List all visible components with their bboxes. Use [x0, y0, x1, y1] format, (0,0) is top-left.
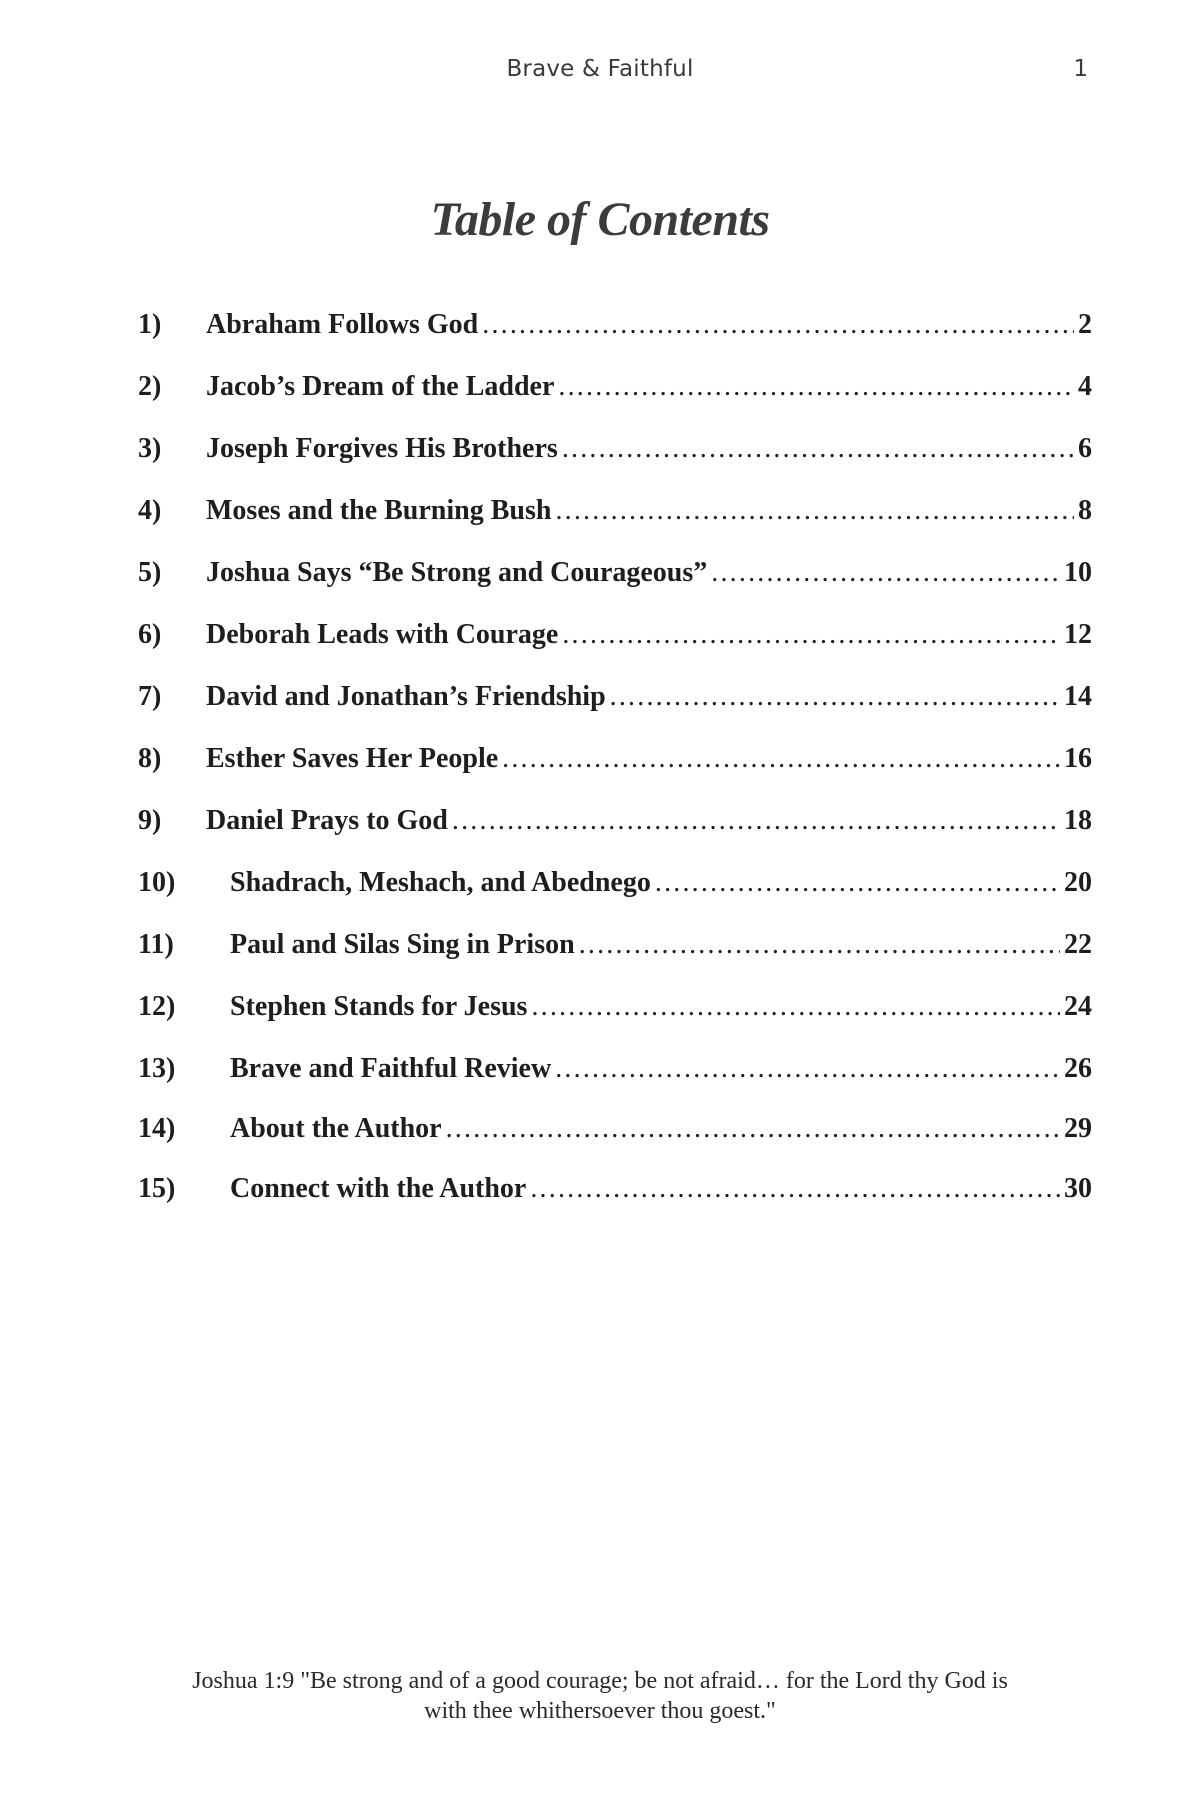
toc-entry-number: 9) [138, 805, 162, 836]
toc-entry-title: Deborah Leads with Courage [206, 619, 559, 650]
toc-entry-page: 16 [1064, 743, 1092, 774]
toc-entry-title: Stephen Stands for Jesus [230, 991, 528, 1022]
toc-entry-page: 18 [1064, 805, 1092, 836]
toc-entry-page: 2 [1078, 309, 1092, 340]
toc-entry[interactable] [138, 990, 1092, 1052]
footer-verse-line-2: with thee whithersoever thou goest." [424, 1698, 776, 1724]
toc-entry-page: 24 [1064, 991, 1092, 1022]
toc-entry[interactable] [138, 804, 1092, 866]
toc-entry-number: 14) [138, 1113, 176, 1144]
toc-entry-title: Moses and the Burning Bush [206, 495, 552, 526]
toc-entry[interactable] [138, 308, 1092, 370]
toc-entry-title: Paul and Silas Sing in Prison [230, 929, 575, 960]
dot-leader [562, 618, 1060, 652]
toc-entry[interactable] [138, 742, 1092, 804]
dot-leader [562, 432, 1074, 466]
toc-entry-page: 4 [1078, 371, 1092, 402]
toc-entry[interactable] [138, 370, 1092, 432]
running-header [0, 56, 1200, 86]
toc-entry-page: 22 [1064, 929, 1092, 960]
toc-entry-number: 12) [138, 991, 176, 1022]
toc-entry-title: Shadrach, Meshach, and Abednego [230, 867, 651, 898]
toc-entry-number: 2) [138, 371, 162, 402]
toc-entry[interactable] [138, 1172, 1092, 1232]
toc-entry-number: 10) [138, 867, 176, 898]
toc-entry-title: David and Jonathan’s Friendship [206, 681, 606, 712]
page-title: Table of Contents [430, 193, 770, 247]
toc-entry-number: 4) [138, 495, 162, 526]
toc-entry-title: Connect with the Author [230, 1173, 527, 1204]
dot-leader [555, 1052, 1060, 1086]
toc-entry-page: 10 [1064, 557, 1092, 588]
footer-verse [120, 1666, 1080, 1726]
toc-entry[interactable] [138, 1112, 1092, 1172]
toc-entry-number: 7) [138, 681, 162, 712]
toc-entry-number: 15) [138, 1173, 176, 1204]
table-of-contents [138, 308, 1092, 1232]
toc-entry-number: 3) [138, 433, 162, 464]
toc-entry-page: 26 [1064, 1053, 1092, 1084]
toc-entry-title: Esther Saves Her People [206, 743, 499, 774]
toc-entry-title: Joshua Says “Be Strong and Courageous” [206, 557, 708, 588]
toc-entry-title: Daniel Prays to God [206, 805, 448, 836]
toc-entry-title: Abraham Follows God [206, 309, 479, 340]
toc-entry-page: 30 [1064, 1173, 1092, 1204]
dot-leader [531, 990, 1060, 1024]
page-number: 1 [1073, 56, 1088, 82]
toc-entry-number: 5) [138, 557, 162, 588]
toc-entry[interactable] [138, 928, 1092, 990]
toc-entry[interactable] [138, 432, 1092, 494]
dot-leader [452, 804, 1060, 838]
toc-entry[interactable] [138, 866, 1092, 928]
toc-entry-number: 11) [138, 929, 174, 960]
toc-entry-number: 1) [138, 309, 162, 340]
dot-leader [446, 1112, 1060, 1146]
toc-entry[interactable] [138, 1052, 1092, 1112]
footer-verse-line-1: Joshua 1:9 "Be strong and of a good courage; be not afraid… for the Lord thy God is [192, 1668, 1008, 1694]
toc-entry-page: 14 [1064, 681, 1092, 712]
toc-entry-page: 8 [1078, 495, 1092, 526]
book-title: Brave & Faithful [506, 56, 694, 82]
toc-entry[interactable] [138, 494, 1092, 556]
toc-entry-page: 29 [1064, 1113, 1092, 1144]
toc-entry-title: About the Author [230, 1113, 442, 1144]
toc-entry-number: 13) [138, 1053, 176, 1084]
dot-leader [610, 680, 1060, 714]
toc-entry-page: 20 [1064, 867, 1092, 898]
toc-entry-title: Brave and Faithful Review [230, 1053, 552, 1084]
dot-leader [530, 1172, 1060, 1206]
toc-entry-number: 6) [138, 619, 162, 650]
toc-entry-title: Jacob’s Dream of the Ladder [206, 371, 555, 402]
dot-leader [711, 556, 1060, 590]
toc-entry-number: 8) [138, 743, 162, 774]
dot-leader [482, 308, 1074, 342]
dot-leader [502, 742, 1060, 776]
toc-entry-title: Joseph Forgives His Brothers [206, 433, 558, 464]
toc-entry-page: 6 [1078, 433, 1092, 464]
dot-leader [579, 928, 1060, 962]
toc-entry[interactable] [138, 680, 1092, 742]
dot-leader [558, 370, 1074, 404]
toc-entry[interactable] [138, 618, 1092, 680]
toc-entry-page: 12 [1064, 619, 1092, 650]
toc-entry[interactable] [138, 556, 1092, 618]
dot-leader [655, 866, 1060, 900]
dot-leader [555, 494, 1074, 528]
